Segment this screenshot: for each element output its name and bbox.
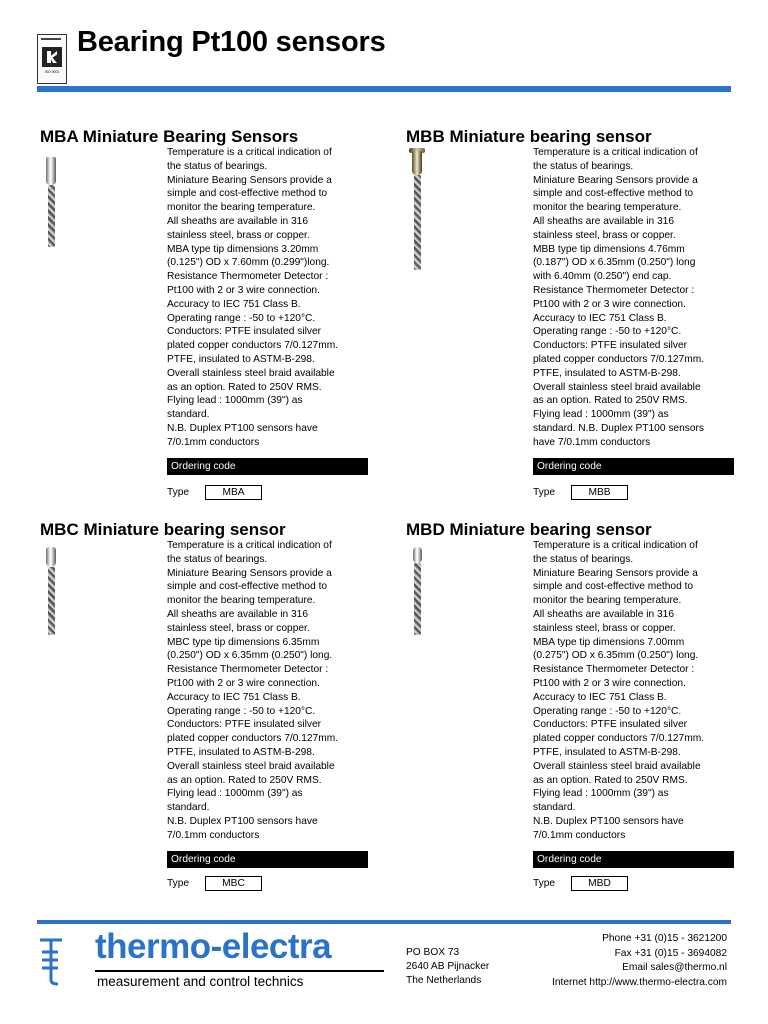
type-code-box: MBC [205,876,262,891]
fax-number: Fax +31 (0)15 - 3694082 [614,947,727,959]
description-line: 7/0.1mm conductors [167,829,260,841]
description-line: Flying lead : 1000mm (39") as [167,395,303,407]
description-line: stainless steel, brass or copper. [167,622,310,634]
description-line: Flying lead : 1000mm (39") as [533,409,669,421]
description-line: All sheaths are available in 316 [533,608,675,620]
description-line: Operating range : -50 to +120°C. [167,705,316,717]
description-line: All sheaths are available in 316 [167,215,309,227]
description-line: Temperature is a critical indication of [167,540,332,551]
description-line: the status of bearings. [533,553,634,565]
description-line: 7/0.1mm conductors [167,436,260,448]
description-line: Temperature is a critical indication of [533,540,698,551]
description-line: Operating range : -50 to +120°C. [167,312,316,324]
description-line: Overall stainless steel braid available [533,760,701,772]
description-line: Overall stainless steel braid available [533,381,701,393]
section-description [533,539,733,843]
description-line: plated copper conductors 7/0.127mm. [533,733,705,745]
description-line: simple and cost-effective method to [533,581,694,593]
description-line: monitor the bearing temperature. [167,202,316,214]
description-line: standard. N.B. Duplex PT100 sensors [533,422,705,434]
description-line: stainless steel, brass or copper. [167,229,310,241]
description-line: Conductors: PTFE insulated silver [167,719,322,731]
section-mbc [40,520,370,900]
description-line: N.B. Duplex PT100 sensors have [167,422,318,434]
description-line: Resistance Thermometer Detector : [167,271,329,283]
description-line: Miniature Bearing Sensors provide a [533,567,698,579]
description-line: 7/0.1mm conductors [533,829,626,841]
section-mbb [406,127,736,507]
description-line: MBC type tip dimensions 6.35mm [167,636,320,648]
description-line: Operating range : -50 to +120°C. [533,705,682,717]
section-title: MBA Miniature Bearing Sensors [40,127,299,146]
description-line: simple and cost-effective method to [167,188,328,200]
description-line: Pt100 with 2 or 3 wire connection. [533,677,686,689]
section-description [167,539,367,843]
description-line: as an option. Rated to 250V RMS. [533,774,688,786]
description-line: Miniature Bearing Sensors provide a [167,567,332,579]
description-line: Temperature is a critical indication of [167,147,332,158]
description-line: have 7/0.1mm conductors [533,436,651,448]
description-line: Accuracy to IEC 751 Class B. [167,298,301,310]
description-line: the status of bearings. [167,553,268,565]
contact-details [552,932,727,990]
thermo-electra-logo-icon [36,936,66,986]
description-line: stainless steel, brass or copper. [533,622,676,634]
description-line: the status of bearings. [533,160,634,172]
description-line: Conductors: PTFE insulated silver [167,326,322,338]
description-line: (0.275") OD x 6.35mm (0.250") long. [533,650,699,662]
description-line: monitor the bearing temperature. [167,595,316,607]
description-line: as an option. Rated to 250V RMS. [167,381,322,393]
page-title: Bearing Pt100 sensors [77,26,386,58]
brand-tagline: measurement and control technics [97,974,304,989]
type-code-box: MBA [205,485,262,500]
description-line: stainless steel, brass or copper. [533,229,676,241]
description-line: MBB type tip dimensions 4.76mm [533,243,685,255]
type-label: Type [533,878,556,889]
description-line: monitor the bearing temperature. [533,202,682,214]
section-title: MBD Miniature bearing sensor [406,520,652,539]
section-title: MBC Miniature bearing sensor [40,520,286,539]
ordering-code-bar: Ordering code [533,458,734,475]
description-line: Conductors: PTFE insulated silver [533,340,688,352]
description-line: Miniature Bearing Sensors provide a [167,174,332,186]
address-line: The Netherlands [406,975,482,986]
description-line: simple and cost-effective method to [533,188,694,200]
description-line: monitor the bearing temperature. [533,595,682,607]
description-line: Pt100 with 2 or 3 wire connection. [167,284,320,296]
description-line: Resistance Thermometer Detector : [533,664,695,676]
ordering-code-bar: Ordering code [533,851,734,868]
description-line: Pt100 with 2 or 3 wire connection. [533,298,686,310]
description-line: Flying lead : 1000mm (39") as [167,788,303,800]
description-line: (0.250") OD x 6.35mm (0.250") long. [167,650,333,662]
description-line: Overall stainless steel braid available [167,760,335,772]
address-line: PO BOX 73 [406,947,460,958]
type-code-box: MBB [571,485,628,500]
description-line: standard. [167,802,210,814]
brand-underline [95,970,384,972]
description-line: PTFE, insulated to ASTM-B-298. [167,746,315,758]
description-line: MBA type tip dimensions 7.00mm [533,636,685,648]
sensor-image [409,547,425,637]
email-link[interactable]: Email sales@thermo.nl [622,962,727,973]
description-line: plated copper conductors 7/0.127mm. [167,733,339,745]
description-line: Conductors: PTFE insulated silver [533,719,688,731]
description-line: (0.125") OD x 7.60mm (0.299")long. [167,257,330,269]
description-line: MBA type tip dimensions 3.20mm [167,243,319,255]
phone-number: Phone +31 (0)15 - 3621200 [602,933,727,944]
description-line: Accuracy to IEC 751 Class B. [533,312,667,324]
description-line: N.B. Duplex PT100 sensors have [167,815,318,827]
header-divider [37,86,731,92]
description-line: Temperature is a critical indication of [533,147,698,158]
description-line: as an option. Rated to 250V RMS. [533,395,688,407]
description-line: Operating range : -50 to +120°C. [533,326,682,338]
description-line: Overall stainless steel braid available [167,367,335,379]
description-line: All sheaths are available in 316 [167,608,309,620]
type-label: Type [167,878,190,889]
description-line: Accuracy to IEC 751 Class B. [167,691,301,703]
ordering-code-bar: Ordering code [167,851,368,868]
section-description [167,146,367,450]
website-link[interactable]: Internet http://www.thermo-electra.com [552,976,727,988]
sensor-image [43,157,59,247]
iso-certificate-logo: ISO 9001 [37,34,67,84]
section-title: MBB Miniature bearing sensor [406,127,652,146]
description-line: All sheaths are available in 316 [533,215,675,227]
description-line: with 6.40mm (0.250") end cap. [533,271,672,283]
postal-address [406,946,489,988]
description-line: standard. [167,409,210,421]
brand-name: thermo-electra [95,927,332,966]
description-line: Accuracy to IEC 751 Class B. [533,691,667,703]
description-line: Pt100 with 2 or 3 wire connection. [167,677,320,689]
description-line: plated copper conductors 7/0.127mm. [167,340,339,352]
sensor-image [409,148,425,238]
description-line: standard. [533,802,576,814]
description-line: (0.187") OD x 6.35mm (0.250") long [533,257,696,269]
description-line: Resistance Thermometer Detector : [167,664,329,676]
description-line: Resistance Thermometer Detector : [533,284,695,296]
section-description [533,146,733,450]
description-line: PTFE, insulated to ASTM-B-298. [533,367,681,379]
description-line: N.B. Duplex PT100 sensors have [533,815,684,827]
description-line: plated copper conductors 7/0.127mm. [533,353,705,365]
section-mba [40,127,370,507]
description-line: Miniature Bearing Sensors provide a [533,174,698,186]
type-label: Type [533,487,556,498]
footer-divider [37,920,731,924]
sensor-image [43,547,59,637]
description-line: simple and cost-effective method to [167,581,328,593]
section-mbd [406,520,736,900]
description-line: PTFE, insulated to ASTM-B-298. [533,746,681,758]
type-code-box: MBD [571,876,628,891]
description-line: Flying lead : 1000mm (39") as [533,788,669,800]
description-line: PTFE, insulated to ASTM-B-298. [167,353,315,365]
ordering-code-bar: Ordering code [167,458,368,475]
address-line: 2640 AB Pijnacker [406,961,490,972]
description-line: as an option. Rated to 250V RMS. [167,774,322,786]
description-line: the status of bearings. [167,160,268,172]
type-label: Type [167,487,190,498]
